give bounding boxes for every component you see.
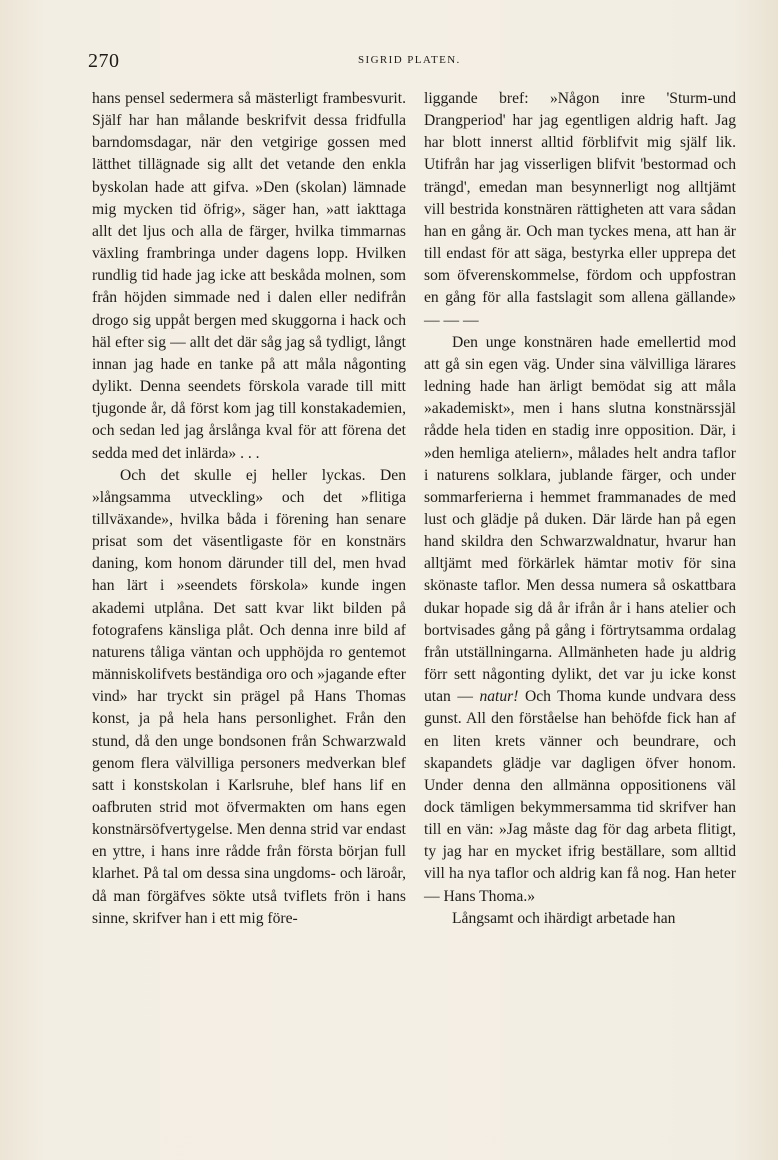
paragraph: liggande bref: »Någon inre 'Sturm-und Drangperiod' har jag egentligen aldrig haft. Jag har blott innerst alltid förblifvit mig själf lik. Utifrån har jag visserligen blifvit 'bestormad och trängd', emedan man besynnerligt nog alltjämt vill bestrida konstnären rättigheten att vara sådan han en gång är. Och man tyckes mena, att han är till endast för att säga, bestyrka eller upprepa det som öfverenskommelse, fördom och uppfostran en gång för alla fastslagit som allena gällande» — — — [424,90,736,329]
paragraph: Och det skulle ej heller lyckas. Den »långsamma utveckling» och det »flitiga tillväxande», hvilka båda i förening han senare prisat som det väsentligaste för en konstnärs daning, kom honom därunder till del, men hvad han lärt i »seendets förskola» kunde ingen akademi utplåna. Det satt kvar likt bilden på fotografens känsliga plåt. Och denna inre bild af naturens tåliga väntan och upphöjda ro gentemot människolifvets beständiga oro och »jagande efter vind» har tryckt sin prägel på Hans Thomas konst, ja på hela hans personlighet. Från den stund, då den unge bondsonen från Schwarzwald genom flera välvilliga personers medverkan blef satt i konstskolan i Karlsruhe, blef hans lif en oafbruten strid mot öfvermakten om hans egen konstnärsöfvertygelse. Men denna strid var endast en yttre, i hans inre rådde från första början full klarhet. På tal om dessa sina ungdoms- och läroår, då man förgäfves sökte utså tviflets frön i hans sinne, skrifver han i ett mig före- [92,466,406,927]
paragraph: hans pensel sedermera så mästerligt frambesvurit. Själf har han målande beskrifvit dessa fridfulla barndomsdagar, när den vetgirige gossen med lätthet tillägnade sig allt det vetande den enkla byskolan hade att gifva. »Den (skolan) lämnade mig mycken tid öfrig», säger han, »att iakttaga allt det ljus och alla de färger, hvilka timmarnas växling frambringa under dagens lopp. Hvilken rundlig tid hade jag icke att beskåda molnen, som från höjden simmade ned i dalen eller nedifrån drogo sig uppåt bergen med skuggorna i hack och häl efter sig — allt det där såg jag så tydligt, långt innan jag hade en tanke på att måla någonting dylikt. Denna seendets förskola varade till mitt tjugonde år, då först kom jag till konstakademien, och sedan led jag årslånga kval för att förena det sedda med det inlärda» . . . [92,90,406,462]
paragraph-text: Den unge konstnären hade emellertid mod att gå sin egen väg. Under sina välvilliga lärares ledning hade han ärligt bemödat sig att måla »akademiskt», men i hans slutna konstnärssjäl rådde hela tiden en stadig inre opposition. Där, i »den hemliga ateliern», målades helt andra taflor i naturens solklara, jublande färger, och under sommarferierna i hemmet frammanades de med lust och glädje på duken. Där lärde han på egen hand skildra den Schwarzwaldnatur, hvarur han alltjämt med förkärlek hämtar motiv för sina skönaste taflor. Men dessa numera så oskattbara dukar hopade sig då år ifrån år i hans atelier och bortvisades gång på gång i förtrytsamma ordalag från utställningarna. Allmänheten hade ju aldrig förr sett någonting dylikt, det var ju icke konst utan — [424,333,736,706]
page-number: 270 [88,50,120,72]
page-header [88,50,740,74]
running-head: SIGRID PLATEN. [358,54,461,66]
paragraph: Långsamt och ihärdigt arbetade han [452,909,676,927]
paragraph-text: Och Thoma kunde undvara dess gunst. All den förståelse han behöfde fick han af en liten krets vänner och beundrare, och skapandets glädje var dagligen öfver honom. Under denna den allmänna oppositionens väl dock tämligen bekymmersamma tid skrifver han till en vän: »Jag måste dag för dag arbeta flitigt, ty jag har en mycket ifrig beställare, som alltid vill ha nya taflor och aldrig kan få nog. Han heter — Hans Thoma.» [424,688,736,905]
right-column [424,88,736,930]
emphasized-word: natur! [479,688,519,706]
paragraph [424,332,736,908]
left-column [92,88,406,930]
